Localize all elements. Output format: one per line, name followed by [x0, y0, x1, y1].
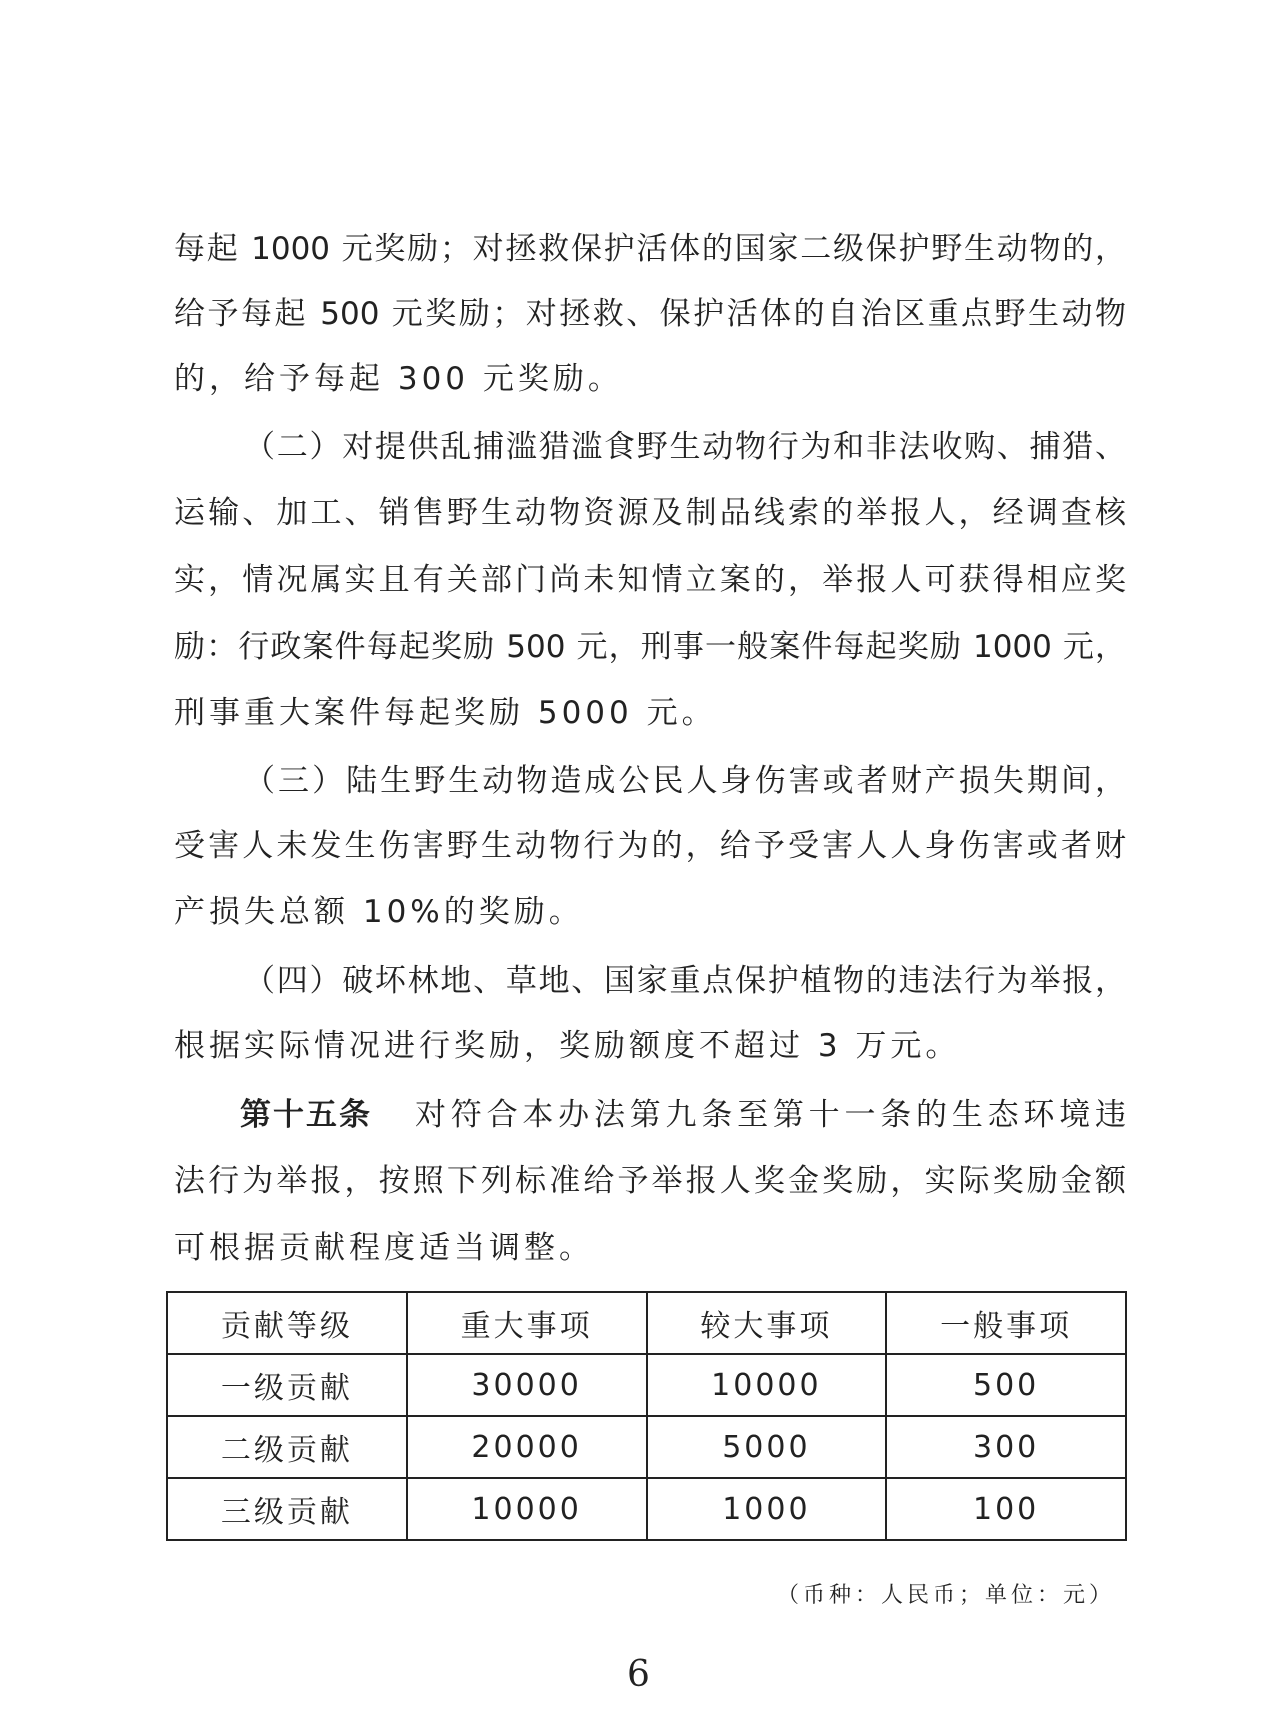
paragraph-line: 每起 1000 元奖励；对拯救保护活体的国家二级保护野生动物的， — [174, 231, 1126, 267]
article-line: 可根据贡献程度适当调整。 — [174, 1230, 594, 1266]
paragraph-line: 的，给予每起 300 元奖励。 — [174, 361, 623, 397]
table-header-cell: 较大事项 — [647, 1292, 887, 1354]
table-cell: 30000 — [407, 1354, 647, 1416]
table-header-cell: 贡献等级 — [167, 1292, 407, 1354]
paragraph-line: （二）对提供乱捕滥猎滥食野生动物行为和非法收购、捕猎、 — [244, 429, 1126, 465]
table-row — [167, 1416, 1126, 1478]
table-row — [167, 1354, 1126, 1416]
currency-note: （币种：人民币；单位：元） — [776, 1583, 1115, 1608]
table-cell: 300 — [886, 1416, 1126, 1478]
paragraph-line: 实，情况属实且有关部门尚未知情立案的，举报人可获得相应奖 — [174, 562, 1126, 598]
table-cell: 三级贡献 — [167, 1478, 407, 1540]
table-header-row — [167, 1292, 1126, 1354]
paragraph-line: （四）破坏林地、草地、国家重点保护植物的违法行为举报， — [244, 963, 1126, 999]
table-cell: 10000 — [407, 1478, 647, 1540]
paragraph-line: 励：行政案件每起奖励 500 元，刑事一般案件每起奖励 1000 元， — [174, 629, 1126, 665]
article-line: 法行为举报，按照下列标准给予举报人奖金奖励，实际奖励金额 — [174, 1163, 1126, 1199]
page-number: 6 — [627, 1654, 650, 1695]
paragraph-line: （三）陆生野生动物造成公民人身伤害或者财产损失期间， — [244, 763, 1126, 799]
table-cell: 500 — [886, 1354, 1126, 1416]
table-cell: 1000 — [647, 1478, 887, 1540]
paragraph-line: 给予每起 500 元奖励；对拯救、保护活体的自治区重点野生动物 — [174, 296, 1126, 332]
table-cell: 一级贡献 — [167, 1354, 407, 1416]
table-row — [167, 1478, 1126, 1540]
table-cell: 5000 — [647, 1416, 887, 1478]
paragraph-line: 运输、加工、销售野生动物资源及制品线索的举报人，经调查核 — [174, 495, 1126, 531]
table-cell: 二级贡献 — [167, 1416, 407, 1478]
article-line: 对符合本办法第九条至第十一条的生态环境违 — [415, 1097, 1126, 1133]
table-header-cell: 重大事项 — [407, 1292, 647, 1354]
reward-table — [166, 1291, 1127, 1541]
paragraph-line: 刑事重大案件每起奖励 5000 元。 — [174, 695, 717, 731]
table-header-cell: 一般事项 — [886, 1292, 1126, 1354]
table-cell: 20000 — [407, 1416, 647, 1478]
table-cell: 10000 — [647, 1354, 887, 1416]
table-cell: 100 — [886, 1478, 1126, 1540]
paragraph-line: 受害人未发生伤害野生动物行为的，给予受害人人身伤害或者财 — [174, 828, 1126, 864]
paragraph-line: 根据实际情况进行奖励，奖励额度不超过 3 万元。 — [174, 1028, 961, 1064]
article-heading: 第十五条 — [240, 1097, 372, 1133]
paragraph-line: 产损失总额 10%的奖励。 — [174, 894, 584, 930]
